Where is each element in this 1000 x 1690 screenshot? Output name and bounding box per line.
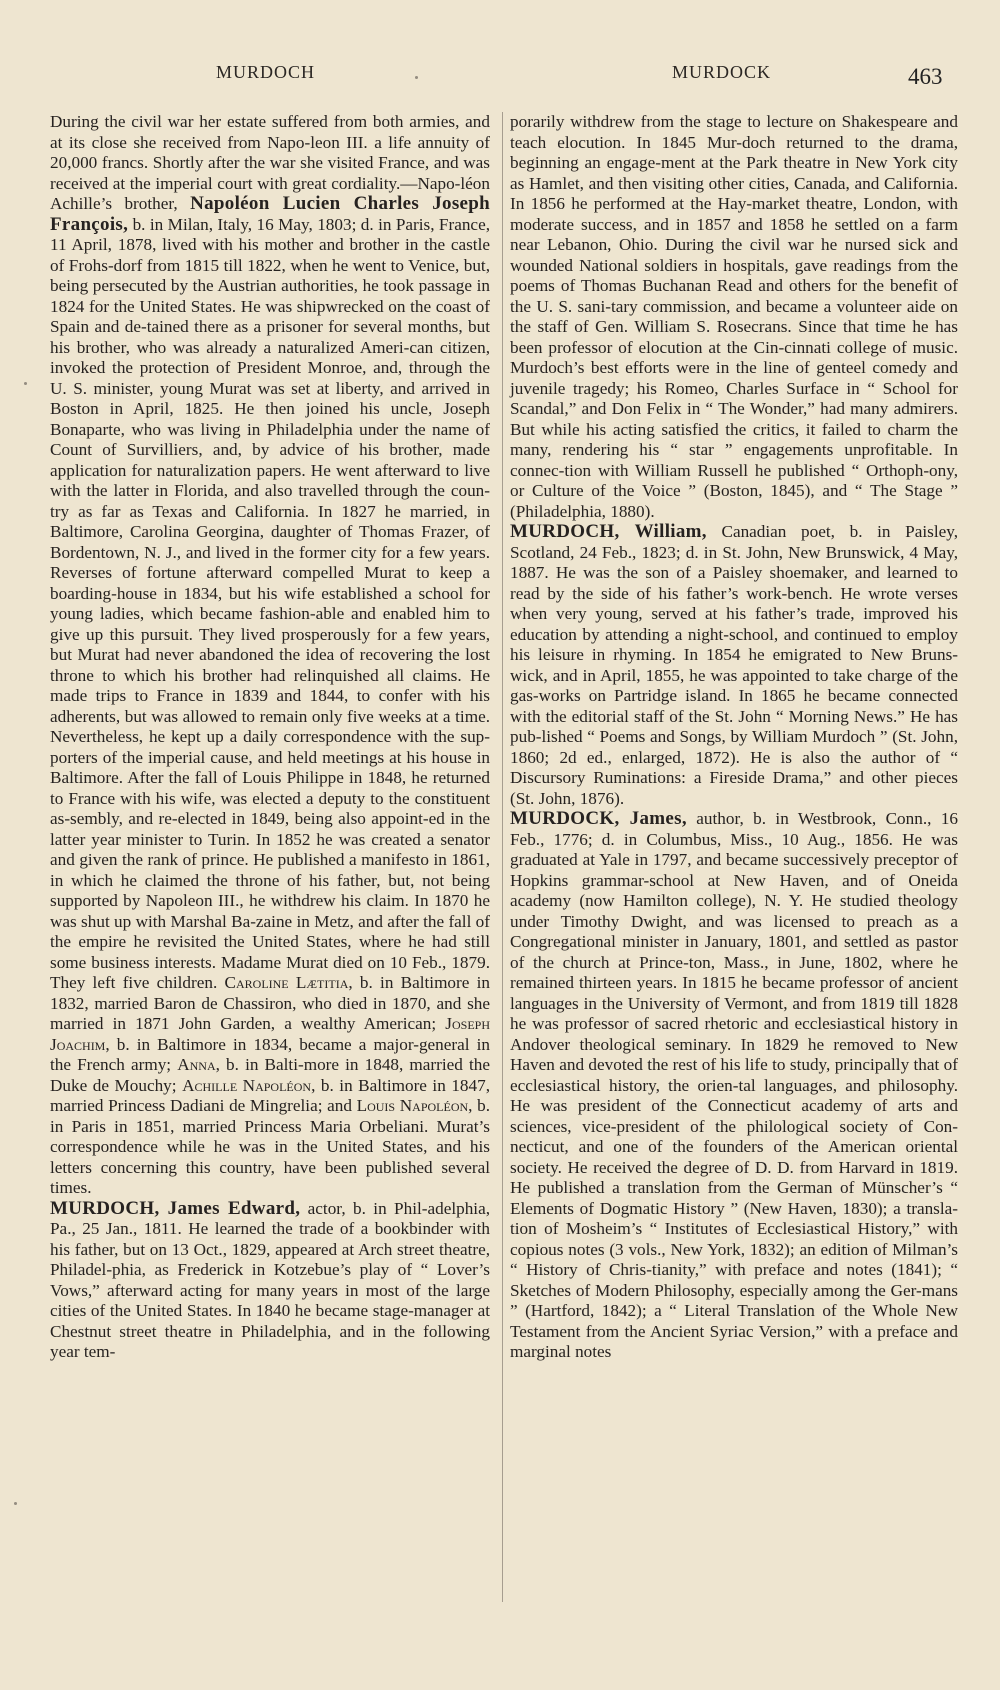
entry-text: author, b. in Westbrook, Conn., 16 Feb., 1776; d. in Columbus, Miss., 10 Aug., 1856. He was graduated at Yale in 1797, and became successively preceptor of Hopkins grammar-school at New Haven, and of Oneida academy (now Hamilton college), N. Y. He studied theology under Timothy Dwight, and was licensed to preach as a Congregational minister in January, 1801, and settled as pastor of the church at Prince-ton, Mass., in June, 1802, where he remained thirteen years. In 1815 he became professor of ancient languages in the University of Vermont, and from 1819 till 1828 he was professor of sacred rhetoric and ecclesiastical history in Andover theological seminary. In 1829 he removed to New Haven and devoted the rest of his life to study, principally that of ecclesiastical history, the orien-tal languages, and philosophy. He was president of the Connecticut academy of arts and sciences, vice-president of the philological society of Con-necticut, and one of the founders of the American oriental society. He received the degree of D. D. from Harvard in 1819. He published a translation from the German of Münscher’s “ Elements of Dogmatic History ” (New Haven, 1830); a transla-tion of Mosheim’s “ Institutes of Ecclesiastical History,” with copious notes (3 vols., New York, 1832); an edition of Milman’s “ History of Chris-tianity,” with preface and notes (1841); “ Sketches of Modern Philosophy, especially among the Ger-mans ” (Hartford, 1842); a “ Literal Translation of the Whole New Testament from the Ancient Syriac Version,” with a preface and marginal notes (510, 809, 959, 1361)
paragraph-text: , b. in Baltimore in 1847, married Princess Dadiani de Mingrelia; and (50, 1075, 490, 1115)
entry-headword: MURDOCH, William, (510, 521, 707, 542)
entry-text: actor, b. in Phil-adelphia, Pa., 25 Jan., 1811. He learned the trade of a bookbinder with his father, but on 13 Oct., 1829, appeared at Arch street theatre, Philadel-phia, as Frederick in Kotzebue’s play of “ Lover’s Vows,” afterward acting for many years in most of the large cities of the United States. In 1840 he became stage-manager at Chestnut street theatre in Philadelphia, and in the following year tem- (50, 1198, 490, 1361)
paragraph-text: , b. in Baltimore in 1834, became a major-general in the French army; (50, 1034, 490, 1074)
paragraph-text: b. in Milan, Italy, 16 May, 1803; d. in Paris, France, 11 April, 1878, lived with his mother and brother in the castle of Frohs-dorf from 1815 till 1822, when he went to Venice, but, being persecuted by the Austrian authorities, he took passage in 1824 for the United States. He was shipwrecked on the coast of Spain and de-tained there as a prisoner for several months, but his brother, who was already a naturalized Ameri-can citizen, invoked the protection of President Monroe, and, through the U. S. minister, young Murat was set at liberty, and arrived in Boston in April, 1825. He then joined his uncle, Joseph Bonaparte, who was living in Philadelphia under the name of Count of Survilliers, and, by advice of his brother, made application for naturalization papers. He went afterward to live with the latter in Florida, and also travelled through the coun-try as far as Texas and California. In 1827 he married, in Baltimore, Carolina Georgina, daughter of Thomas Frazer, of Bordentown, N. J., and lived in the former city for a few years. Reverses of fortune afterward compelled Murat to keep a boarding-house in 1834, but his wife established a school for young ladies, which became fashion-able and enabled him to give up this pursuit. They lived prosperously for a few years, but Murat had never abandoned the idea of recovering the lost throne to which his brother had relinquished all claims. He made trips to France in 1839 and 1844, to confer with his adherents, but was allowed to remain only five weeks at a time. Nevertheless, he kept up a daily correspondence with the sup-porters of the imperial cause, and held meetings at his house in Baltimore. After the fall of Louis Philippe in 1848, he returned to France with his wife, was elected a deputy to the constituent as-sembly, and re-elected in 1849, being also appoint-ed in the latter year minister to Turin. In 1852 he was created a senator and given the rank of prince. He published a manifesto in 1861, in which he claimed the throne of his father, but, not being supported by Napoleon III., he withdrew his claim. In 1870 he was shut up with Marshal Ba-zaine in Metz, and after the fall of the empire he revisited the United States, where he had still some business interests. Madame Murat died on 10 Feb., 1879. They left five children. (50, 214, 490, 992)
right-column (510, 112, 958, 1363)
child-name: Achille Napoléon (182, 1075, 312, 1095)
entry-james-edward-murdoch (50, 1199, 490, 1363)
paragraph-napoleon-lucien (50, 112, 490, 1199)
child-name: Anna (177, 1055, 216, 1074)
entry-james-murdock (510, 809, 958, 1363)
paragraph-text: During the civil war her estate suffered from both armies, and at its close she received from Napo-leon III. a life annuity of 20,000 francs. Shortly after the war she visited France, and was received at the imperial court with great cordiality.—Napo-léon Achille’s brother, (50, 112, 490, 213)
paragraph-text: , b. in Balti-more in 1848, married the Duke de Mouchy; (50, 1055, 490, 1095)
entry-william-murdoch (510, 522, 958, 809)
print-speck (14, 1502, 17, 1505)
child-name: Louis Napoléon (356, 1096, 469, 1115)
print-speck (24, 382, 27, 385)
paragraph-text: , b. in Paris in 1851, married Princess Maria Orbeliani. Murat’s correspondence while he was in the United States, and his letters concerning this country, have been published several times. (50, 1096, 490, 1197)
child-name: Caroline Lætitia (224, 973, 349, 992)
running-head-left: MURDOCH (216, 62, 316, 82)
left-column (50, 112, 490, 1363)
entry-headword: MURDOCH, James Edward, (50, 1197, 301, 1219)
paragraph-text: porarily withdrew from the stage to lecture on Shakespeare and teach elocution. In 1845 Mur-doch returned to the drama, beginning an engage-ment at the Park theatre in New York city as Hamlet, and then visiting other cities, Canada, and California. In 1856 he performed at the Hay-market theatre, London, with moderate success, and in 1857 and 1858 he settled on a farm near Lebanon, Ohio. During the civil war he nursed sick and wounded National soldiers in hospitals, gave readings from the poems of Thomas Buchanan Read and others for the benefit of the U. S. sani-tary commission, and became a volunteer aide on the staff of Gen. William S. Rosecrans. Since that time he has been professor of elocution at the Cin-cinnati college of music. Murdoch’s best efforts were in the line of genteel comedy and juvenile tragedy; his Romeo, Charles Surface in “ School for Scandal,” and Don Felix in “ The Wonder,” had many admirers. But while his acting satisfied the critics, it failed to charm the many, rendering his “ star ” engagements unprofitable. In connec-tion with William Russell he published “ Orthoph-ony, or Culture of the Voice ” (Boston, 1845), and “ The Stage ” (Philadelphia, 1880). (510, 112, 958, 521)
column-divider (502, 112, 503, 1602)
paragraph-text: , b. in Baltimore in 1832, married Baron de Chassiron, who died in 1870, and she married in 1871 John Garden, a wealthy American; (50, 973, 490, 1033)
page-number: 463 (908, 64, 943, 89)
running-head-right: MURDOCK (672, 62, 772, 82)
entry-headword: Napoléon Lucien Charles Joseph François, (50, 193, 490, 235)
paragraph-continuation (510, 112, 958, 522)
child-name: Joseph Joachim (50, 1014, 490, 1054)
entry-text: Canadian poet, b. in Paisley, Scotland, 24 Feb., 1823; d. in St. John, New Brunswick, 4 May, 1887. He was the son of a Paisley shoemaker, and learned to read by the side of his father’s work-bench. He wrote verses when very young, served at his father’s trade, improved his education by attending a night-school, and continued to employ his leisure in rhyming. In 1854 he emigrated to New Bruns-wick, and in April, 1855, he was appointed to take charge of the gas-works on Partridge island. In 1865 he became connected with the editorial staff of the St. John “ Morning News.” He has pub-lished “ Poems and Songs, by William Murdoch ” (St. John, 1860; 2d ed., enlarged, 1872). He is also the author of “ Discursory Ruminations: a Fireside Drama,” and other pieces (St. John, 1876). (510, 522, 958, 808)
entry-headword: MURDOCK, James, (510, 808, 687, 829)
print-speck (415, 76, 418, 79)
